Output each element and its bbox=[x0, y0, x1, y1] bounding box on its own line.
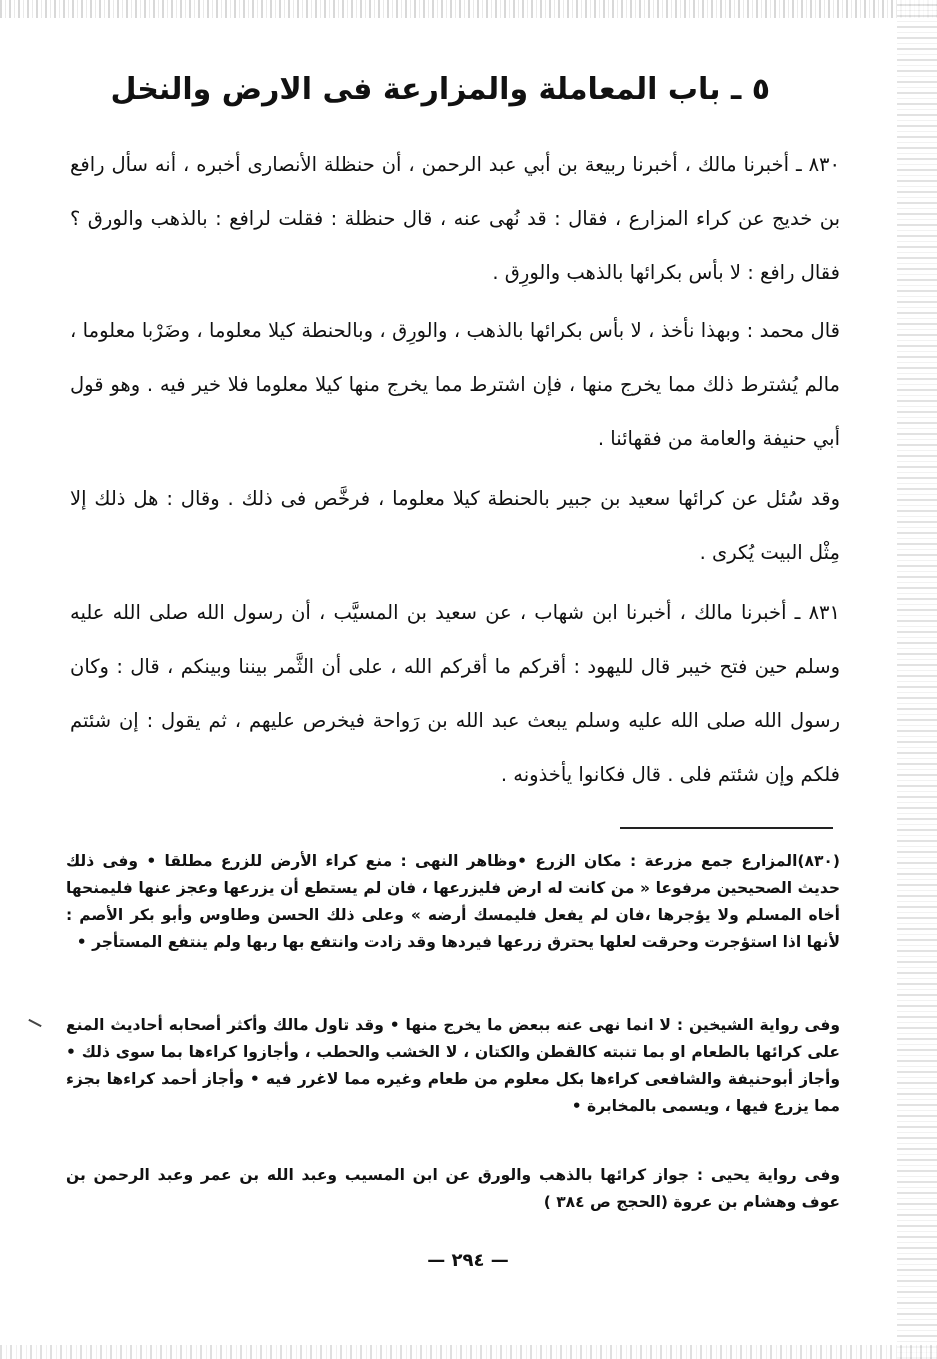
paragraph-said-ibn-jubayr: وقد سُئل عن كرائها سعيد بن جبير بالحنطة كيلا معلوما ، فرخَّص فى ذلك . وقال : هل ذلك إلا مِثْل البيت يُكرى . bbox=[70, 487, 840, 564]
footnote-divider bbox=[620, 827, 833, 829]
scan-edge-bottom bbox=[0, 1345, 937, 1359]
margin-pen-mark bbox=[28, 1019, 41, 1027]
footnote-shaykhayn: وفى رواية الشيخين : لا انما نهى عنه ببعض ما يخرج منها • وقد تاول مالك وأكثر أصحابه أحاديث المنع على كرائها بالطعام او بما تنبته كالقطن والكتان ، لا الخشب والحطب ، وأجازوا كراءها بما سوى ذلك • وأجاز أبوحنيفة والشافعى كراءها بكل معلوم من طعام وغيره مما لاغرر فيه • وأجاز أحمد كراءها بجزء مما يزرع فيها ، ويسمى بالمخابرة • bbox=[66, 1016, 840, 1115]
paragraph-831: ٨٣١ ـ أخبرنا مالك ، أخبرنا ابن شهاب ، عن سعيد بن المسيَّب ، أن رسول الله صلى الله عليه وسلم حين فتح خيبر قال لليهود : أقركم ما أقركم الله ، على أن الثَّمر بيننا وبينكم ، قال : وكان رسول الله صلى الله عليه وسلم يبعث عبد الله بن رَواحة فيخرص عليهم ، ثم يقول : إن شئتم فلكم وإن شئتم فلى . قال فكانوا يأخذونه . bbox=[70, 601, 840, 786]
scan-edge-right bbox=[897, 0, 937, 1359]
paragraph-muhammad-comment: قال محمد : وبهذا نأخذ ، لا بأس بكرائها بالذهب ، والورِق ، وبالحنطة كيلا معلوما ، وضَرْبا معلوما ، مالم يُشترط ذلك مما يخرج منها ، فإن اشترط مما يخرج منها كيلا معلوما فلا خير فيه . وهو قول أبي حنيفة والعامة من فقهائنا . bbox=[70, 319, 840, 450]
footnote-830: (٨٣٠)المزارع جمع مزرعة : مكان الزرع •وظاهر النهى : منع كراء الأرض للزرع مطلقا • وفى ذلك حديث الصحيحين مرفوعا « من كانت له ارض فليزرعها ، فان لم يستطع أن يزرعها وعجز عنها فليمنحها أخاه المسلم ولا يؤجرها ،فان لم يفعل فليمسك أرضه » وعلى ذلك الحسن وطاوس وأبو بكر الأصم : لأنها اذا استؤجرت وحرقت لعلها يحترق زرعها فيردها وقد زادت وانتفع بها ربها ولم ينتفع المستأجر • bbox=[66, 852, 840, 951]
chapter-title: ٥ ـ باب المعاملة والمزارعة فى الارض والنخل bbox=[110, 72, 770, 107]
scan-edge-top bbox=[0, 0, 937, 18]
paragraph-830: ٨٣٠ ـ أخبرنا مالك ، أخبرنا ربيعة بن أبي عبد الرحمن ، أن حنظلة الأنصارى أخبره ، أنه سأل رافع بن خديج عن كراء المزارع ، فقال : قد نُهى عنه ، قال حنظلة : فقلت لرافع : بالذهب والورق ؟ فقال رافع : لا بأس بكرائها بالذهب والورِق . bbox=[70, 153, 840, 284]
footnote-yahya: وفى رواية يحيى : جواز كرائها بالذهب والورق عن ابن المسيب وعبد الله بن عمر وعبد الرحمن بن عوف وهشام بن عروة (الحجج ص ٣٨٤ ) bbox=[66, 1166, 840, 1211]
page-number: — ٢٩٤ — bbox=[427, 1250, 509, 1271]
